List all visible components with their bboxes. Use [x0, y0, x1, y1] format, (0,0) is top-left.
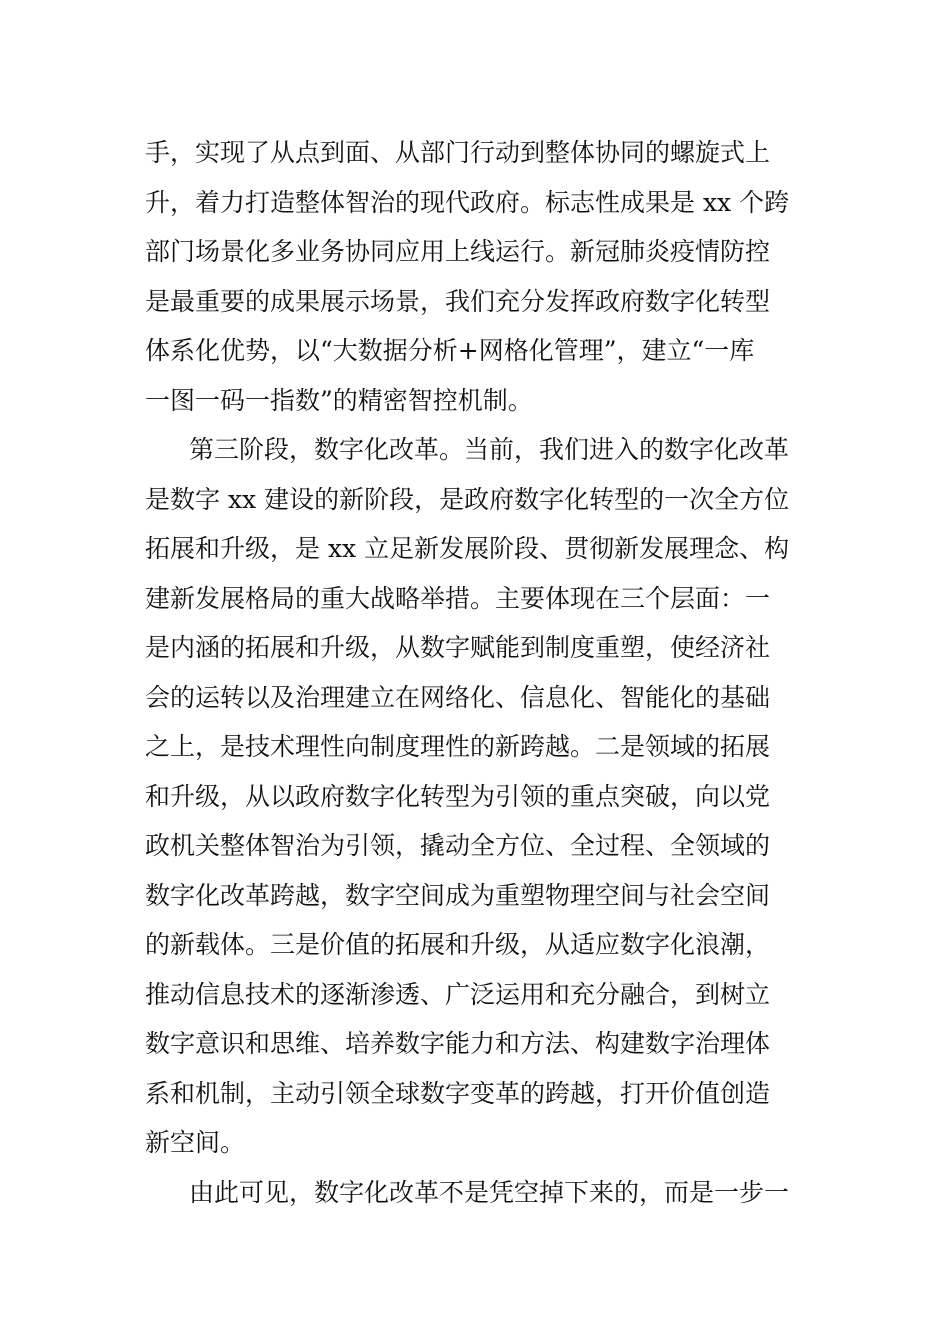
text-line: 体系化优势，以“大数据分析+网格化管理”，建立“一库 [145, 336, 755, 365]
text-line: 部门场景化多业务协同应用上线运行。新冠肺炎疫情防控 [145, 237, 771, 266]
document-body [145, 128, 815, 1217]
text-line: 的新载体。三是价值的拓展和升级，从适应数字化浪潮， [145, 930, 771, 959]
text-line: 新空间。 [145, 1128, 246, 1157]
text-line: 系和机制，主动引领全球数字变革的跨越，打开价值创造 [145, 1078, 771, 1108]
text-line: 会的运转以及治理建立在网络化、信息化、智能化的基础 [145, 682, 771, 712]
text-line: 手，实现了从点到面、从部门行动到整体协同的螺旋式上 [145, 138, 771, 167]
text-line: 和升级，从以政府数字化转型为引领的重点突破，向以党 [145, 781, 771, 811]
text-line: 推动信息技术的逐渐渗透、广泛运用和充分融合，到树立 [145, 979, 771, 1009]
text-line: 升，着力打造整体智治的现代政府。标志性成果是 xx 个跨 [145, 187, 790, 217]
text-line: 由此可见，数字化改革不是凭空掉下来的，而是一步一 [189, 1177, 790, 1207]
text-line: 拓展和升级，是 xx 立足新发展阶段、贯彻新发展理念、构 [145, 534, 790, 563]
text-line: 是内涵的拓展和升级，从数字赋能到制度重塑，使经济社 [145, 633, 771, 662]
text-line: 数字化改革跨越，数字空间成为重塑物理空间与社会空间 [145, 880, 771, 910]
text-line: 一图一码一指数”的精密智控机制。 [145, 385, 533, 415]
text-line: 之上，是技术理性向制度理性的新跨越。二是领域的拓展 [145, 732, 771, 761]
text-line: 政机关整体智治为引领，撬动全方位、全过程、全领域的 [145, 831, 771, 860]
text-line: 数字意识和思维、培养数字能力和方法、构建数字治理体 [145, 1029, 771, 1058]
text-line: 第三阶段，数字化改革。当前，我们进入的数字化改革 [189, 435, 790, 464]
text-line: 是数字 xx 建设的新阶段，是政府数字化转型的一次全方位 [145, 484, 790, 514]
text-line: 是最重要的成果展示场景，我们充分发挥政府数字化转型 [145, 286, 771, 316]
text-line: 建新发展格局的重大战略举措。主要体现在三个层面：一 [145, 583, 771, 613]
